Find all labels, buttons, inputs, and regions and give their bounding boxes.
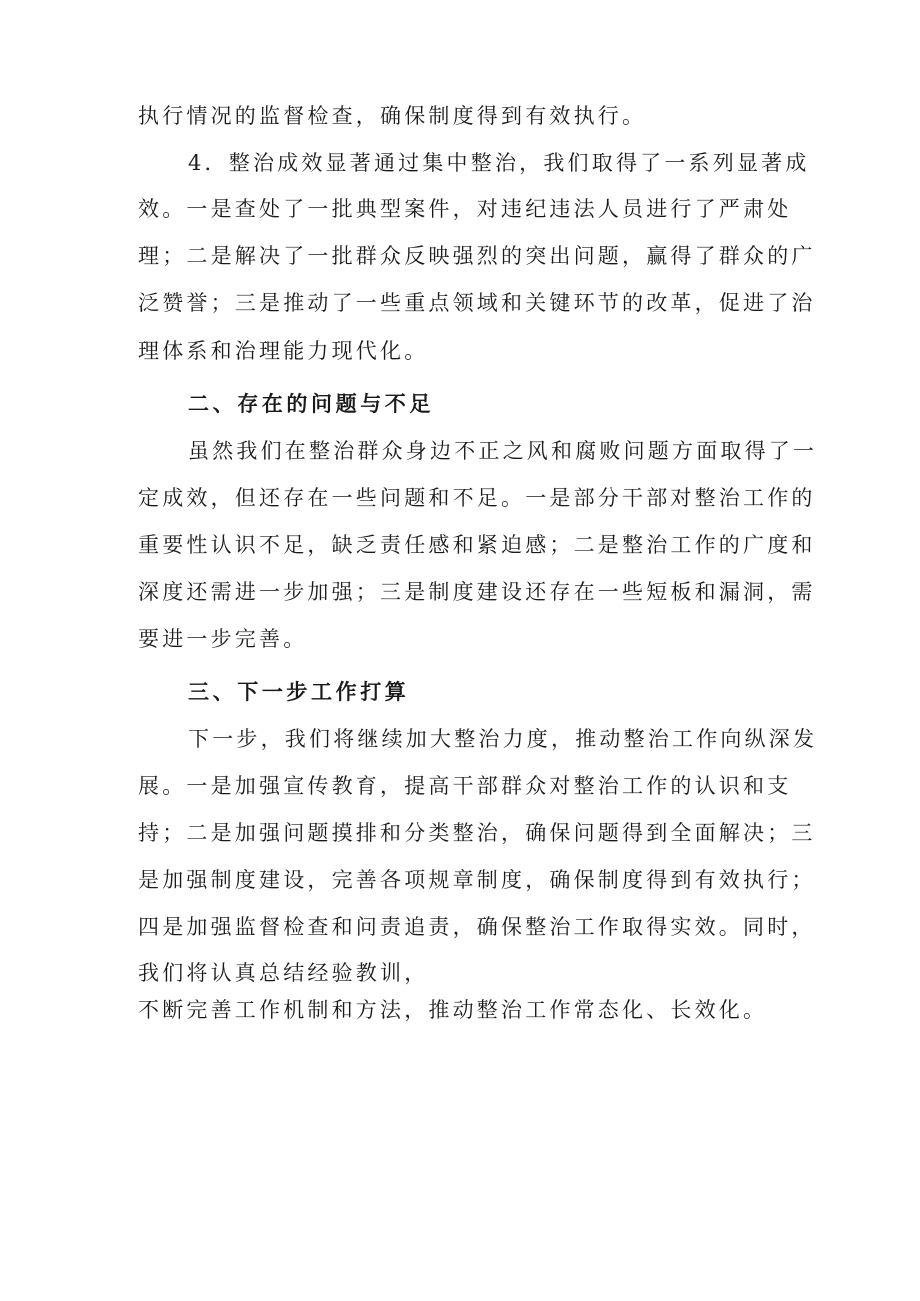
paragraph-line: 理；二是解决了一批群众反映强烈的突出问题，赢得了群众的广 <box>138 244 816 268</box>
paragraph-line: 是加强制度建设，完善各项规章制度，确保制度得到有效执行； <box>138 868 816 892</box>
paragraph-line: 定成效，但还存在一些问题和不足。一是部分干部对整治工作的 <box>138 486 816 510</box>
paragraph-line: 要进一步完善。 <box>138 627 308 651</box>
paragraph-line: 我们将认真总结经验教训， <box>138 961 429 985</box>
paragraph-line: 四是加强监督检查和问责追责，确保整治工作取得实效。同时， <box>138 915 816 939</box>
section-heading: 三、下一步工作打算 <box>188 679 410 704</box>
paragraph-line: 效。一是查处了一批典型案件，对违纪违法人员进行了严肃处 <box>138 197 792 221</box>
paragraph-line: 不断完善工作机制和方法，推动整治工作常态化、长效化。 <box>138 998 768 1022</box>
paragraph-line: 理体系和治理能力现代化。 <box>138 339 429 363</box>
paragraph-line: 4．整治成效显著通过集中整治，我们取得了一系列显著成 <box>188 151 810 175</box>
paragraph-line: 持；二是加强问题摸排和分类整治，确保问题得到全面解决；三 <box>138 821 816 845</box>
paragraph-line: 展。一是加强宣传教育，提高干部群众对整治工作的认识和支 <box>138 774 792 798</box>
paragraph-line: 重要性认识不足，缺乏责任感和紧迫感；二是整治工作的广度和 <box>138 533 816 557</box>
paragraph-line: 下一步，我们将继续加大整治力度，推动整治工作向纵深发 <box>188 727 818 751</box>
paragraph-line: 泛赞誉；三是推动了一些重点领域和关键环节的改革，促进了治 <box>138 291 816 315</box>
paragraph-line: 执行情况的监督检查，确保制度得到有效执行。 <box>138 104 647 128</box>
paragraph-line: 虽然我们在整治群众身边不正之风和腐败问题方面取得了一 <box>188 439 818 463</box>
paragraph-line: 深度还需进一步加强；三是制度建设还存在一些短板和漏洞，需 <box>138 580 816 604</box>
section-heading: 二、存在的问题与不足 <box>188 391 434 416</box>
